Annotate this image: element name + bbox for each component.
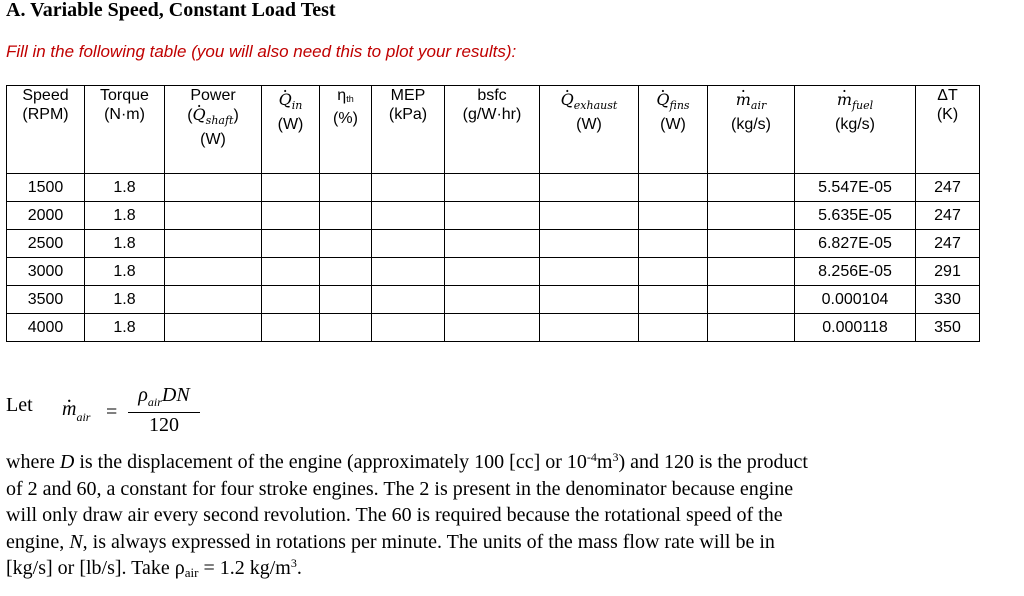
cell-m-air[interactable] (708, 258, 795, 286)
cell-speed: 2000 (7, 202, 85, 230)
cell-power[interactable] (165, 286, 262, 314)
paragraph-line: [kg/s] or [lb/s]. Take ρair = 1.2 $kg/m^3$. (6, 556, 302, 580)
cell-m-fuel: 0.000104 (795, 286, 916, 314)
cell-mep[interactable] (372, 230, 445, 258)
cell-delta-t: 247 (916, 230, 980, 258)
cell-delta-t: 330 (916, 286, 980, 314)
table-row (7, 174, 980, 202)
cell-efficiency[interactable] (320, 286, 372, 314)
cell-q-exhaust[interactable] (540, 314, 639, 342)
cell-efficiency[interactable] (320, 258, 372, 286)
table-header-row (7, 86, 980, 174)
cell-bsfc[interactable] (445, 258, 540, 286)
cell-q-in[interactable] (262, 230, 320, 258)
equation-fraction (128, 384, 200, 437)
header-q-fins: . $Q_{fins}$ (W) (639, 86, 708, 174)
cell-m-fuel: 5.547E-05 (795, 174, 916, 202)
cell-delta-t: 247 (916, 174, 980, 202)
header-efficiency: ηth (%) (320, 86, 372, 174)
cell-delta-t: 350 (916, 314, 980, 342)
cell-speed: 2500 (7, 230, 85, 258)
table-row (7, 314, 980, 342)
cell-m-fuel: 0.000118 (795, 314, 916, 342)
cell-q-in[interactable] (262, 258, 320, 286)
cell-delta-t: 291 (916, 258, 980, 286)
cell-q-exhaust[interactable] (540, 286, 639, 314)
table-row (7, 286, 980, 314)
cell-torque: 1.8 (85, 314, 165, 342)
cell-q-in[interactable] (262, 174, 320, 202)
cell-mep[interactable] (372, 174, 445, 202)
cell-q-exhaust[interactable] (540, 174, 639, 202)
equation-lhs: . $m_{air}$ (62, 398, 90, 425)
cell-efficiency[interactable] (320, 202, 372, 230)
cell-m-air[interactable] (708, 202, 795, 230)
cell-mep[interactable] (372, 286, 445, 314)
cell-m-air[interactable] (708, 174, 795, 202)
cell-q-fins[interactable] (639, 174, 708, 202)
cell-mep[interactable] (372, 258, 445, 286)
cell-q-in[interactable] (262, 286, 320, 314)
cell-power[interactable] (165, 258, 262, 286)
paragraph-line: of 2 and 60, a constant for four stroke engines. The 2 is present in the denominator because engine (6, 477, 794, 500)
equation-equals: = (106, 401, 118, 423)
header-q-in: . $Q_{in}$ (W) (262, 86, 320, 174)
header-torque: Torque (N·m) (85, 86, 165, 174)
cell-q-in[interactable] (262, 314, 320, 342)
cell-torque: 1.8 (85, 174, 165, 202)
header-power: Power (. $Q_{shaft}$) (W) (165, 86, 262, 174)
section-heading: A. Variable Speed, Constant Load Test (6, 0, 336, 21)
cell-torque: 1.8 (85, 258, 165, 286)
cell-m-air[interactable] (708, 314, 795, 342)
cell-bsfc[interactable] (445, 230, 540, 258)
paragraph-line: will only draw air every second revolution. The 60 is required because the rotational speed of the (6, 504, 783, 526)
header-m-air: . $m_{air}$ (kg/s) (708, 86, 795, 174)
cell-q-fins[interactable] (639, 230, 708, 258)
cell-bsfc[interactable] (445, 314, 540, 342)
cell-delta-t: 247 (916, 202, 980, 230)
cell-q-exhaust[interactable] (540, 230, 639, 258)
paragraph-line: engine, N, is always expressed in rotations per minute. The units of the mass flow rate will be in (6, 530, 775, 553)
header-speed: Speed (RPM) (7, 86, 85, 174)
fraction-denominator: 120 (149, 414, 179, 436)
cell-power[interactable] (165, 314, 262, 342)
cell-q-in[interactable] (262, 202, 320, 230)
table-row (7, 202, 980, 230)
table-row (7, 230, 980, 258)
cell-q-fins[interactable] (639, 314, 708, 342)
cell-speed: 4000 (7, 314, 85, 342)
explanation-paragraph (6, 449, 1016, 587)
cell-power[interactable] (165, 230, 262, 258)
paragraph-line: where D is the displacement of the engine (approximately 100 [cc] or $10^{-4}m^3$) and 120 is the product (6, 450, 808, 473)
cell-torque: 1.8 (85, 230, 165, 258)
header-delta-t: ΔT (K) (916, 86, 980, 174)
cell-mep[interactable] (372, 202, 445, 230)
cell-torque: 1.8 (85, 286, 165, 314)
cell-q-fins[interactable] (639, 258, 708, 286)
cell-bsfc[interactable] (445, 174, 540, 202)
cell-efficiency[interactable] (320, 174, 372, 202)
cell-m-fuel: 8.256E-05 (795, 258, 916, 286)
header-q-exhaust: . $Q_{exhaust}$ (W) (540, 86, 639, 174)
table-row (7, 258, 980, 286)
cell-efficiency[interactable] (320, 314, 372, 342)
header-mep: MEP (kPa) (372, 86, 445, 174)
cell-bsfc[interactable] (445, 286, 540, 314)
cell-m-fuel: 5.635E-05 (795, 202, 916, 230)
cell-q-fins[interactable] (639, 286, 708, 314)
cell-power[interactable] (165, 202, 262, 230)
header-m-fuel: . $m_{fuel}$ (kg/s) (795, 86, 916, 174)
cell-speed: 3000 (7, 258, 85, 286)
cell-m-fuel: 6.827E-05 (795, 230, 916, 258)
cell-m-air[interactable] (708, 286, 795, 314)
cell-power[interactable] (165, 174, 262, 202)
results-table (6, 85, 980, 342)
cell-speed: 3500 (7, 286, 85, 314)
let-label: Let (6, 394, 33, 416)
header-bsfc: bsfc (g/W·hr) (445, 86, 540, 174)
cell-speed: 1500 (7, 174, 85, 202)
table-instruction: Fill in the following table (you will also need this to plot your results): (6, 42, 517, 61)
cell-q-exhaust[interactable] (540, 258, 639, 286)
cell-mep[interactable] (372, 314, 445, 342)
cell-efficiency[interactable] (320, 230, 372, 258)
cell-bsfc[interactable] (445, 202, 540, 230)
cell-q-exhaust[interactable] (540, 202, 639, 230)
cell-m-air[interactable] (708, 230, 795, 258)
cell-torque: 1.8 (85, 202, 165, 230)
fraction-numerator: $\rho_{air}DN$ (128, 384, 200, 413)
cell-q-fins[interactable] (639, 202, 708, 230)
